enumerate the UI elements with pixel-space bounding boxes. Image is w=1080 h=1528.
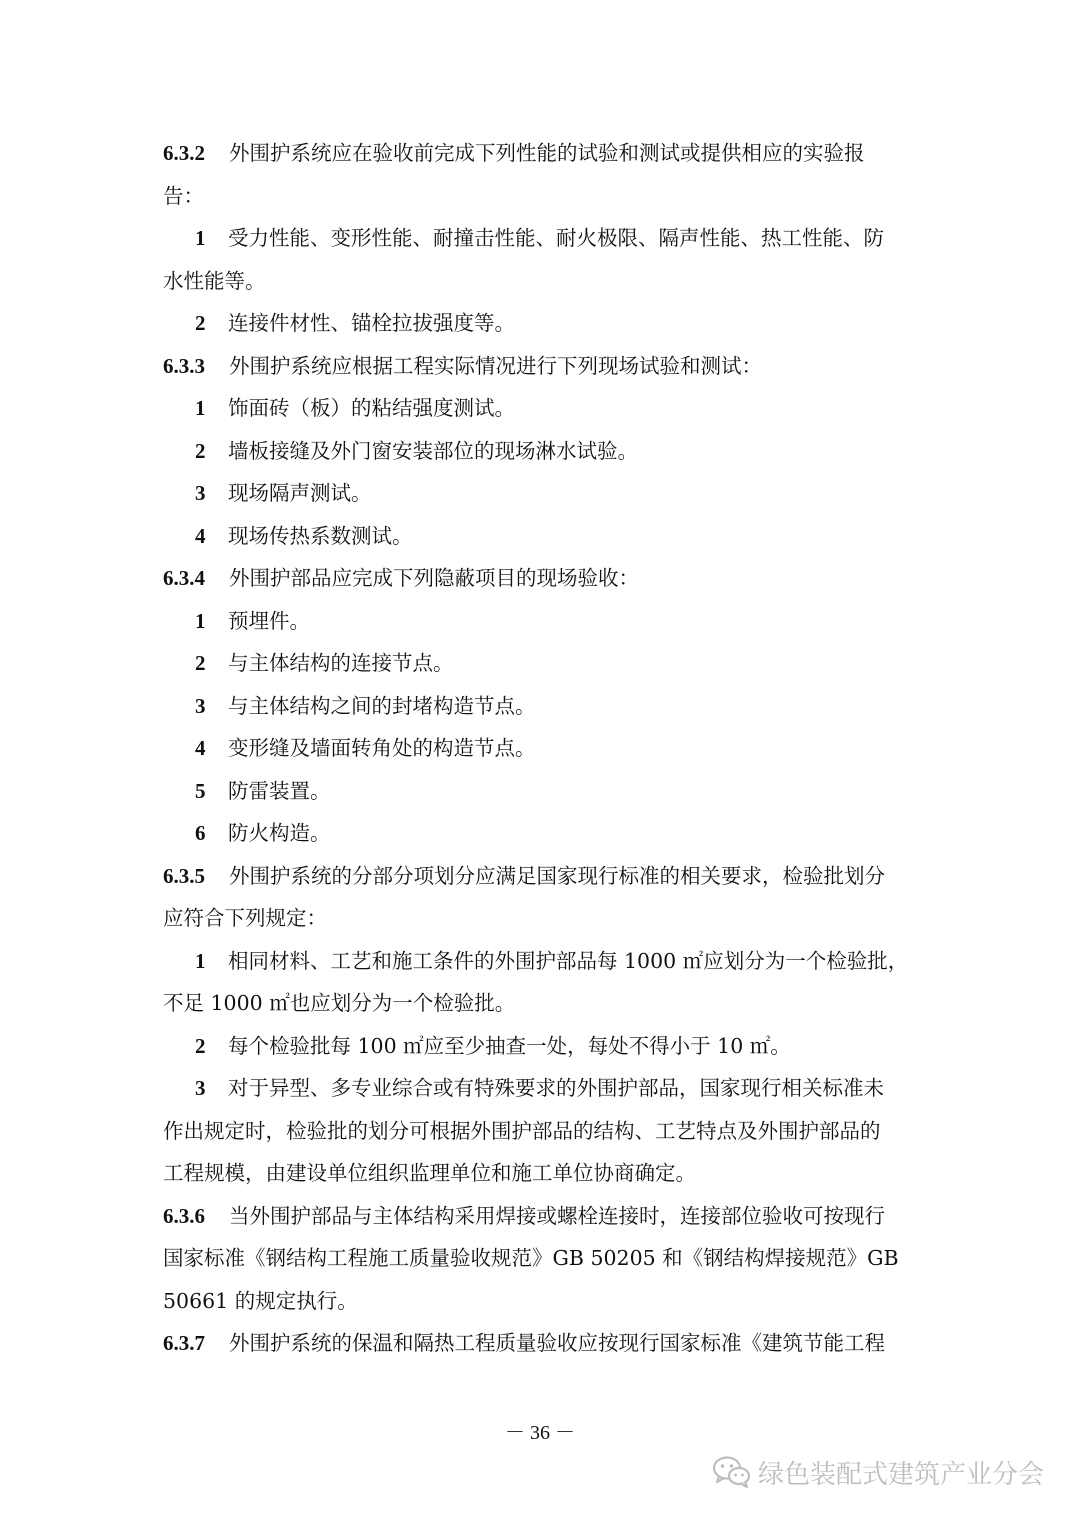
list-item bbox=[195, 770, 955, 812]
watermark-text: 绿色装配式建筑产业分会 bbox=[758, 1459, 1045, 1490]
line-text: 变形缝及墙面转角处的构造节点。 bbox=[228, 736, 536, 760]
line-text: 当外围护部品与主体结构采用焊接或螺栓连接时，连接部位验收可按现行 bbox=[229, 1203, 885, 1228]
item-number: 2 bbox=[195, 651, 206, 675]
list-item bbox=[195, 387, 955, 429]
line-text: 现场隔声测试。 bbox=[228, 481, 372, 505]
text-line bbox=[163, 897, 923, 939]
list-item bbox=[195, 217, 955, 259]
line-text: 墙板接缝及外门窗安装部位的现场淋水试验。 bbox=[228, 438, 638, 463]
item-number: 1 bbox=[195, 396, 206, 420]
clause-number: 6.3.6 bbox=[163, 1203, 205, 1228]
list-item bbox=[195, 515, 955, 557]
line-text: 不足 1000 ㎡也应划分为一个检验批。 bbox=[163, 991, 516, 1015]
line-text: 外围护系统的分部分项划分应满足国家现行标准的相关要求，检验批划分 bbox=[229, 863, 885, 888]
list-item bbox=[195, 302, 955, 344]
line-text: 水性能等。 bbox=[163, 268, 266, 293]
line-text: 外围护系统应根据工程实际情况进行下列现场试验和测试： bbox=[229, 353, 762, 378]
item-number: 1 bbox=[195, 948, 206, 973]
list-item bbox=[195, 472, 955, 514]
line-text: 外围护部品应完成下列隐蔽项目的现场验收： bbox=[229, 566, 639, 590]
line-text: 预埋件。 bbox=[228, 608, 310, 633]
line-text: 50661 的规定执行。 bbox=[163, 1288, 358, 1313]
clause-line bbox=[163, 1322, 923, 1364]
text-line bbox=[163, 1152, 923, 1194]
clause-line bbox=[163, 855, 923, 897]
list-item bbox=[195, 1025, 955, 1067]
line-text: 对于异型、多专业综合或有特殊要求的外围护部品，国家现行相关标准未 bbox=[228, 1076, 884, 1100]
list-item bbox=[195, 642, 955, 684]
text-line bbox=[163, 982, 923, 1024]
item-number: 4 bbox=[195, 523, 206, 548]
item-number: 2 bbox=[195, 438, 206, 463]
item-number: 3 bbox=[195, 481, 206, 505]
page-number: － 36 － bbox=[505, 1422, 575, 1444]
clause-line bbox=[163, 345, 923, 387]
line-text: 现场传热系数测试。 bbox=[228, 523, 413, 548]
list-item bbox=[195, 685, 955, 727]
text-line bbox=[163, 1280, 923, 1322]
text-line bbox=[163, 1237, 923, 1279]
list-item bbox=[195, 600, 955, 642]
line-text: 防雷装置。 bbox=[228, 778, 331, 803]
item-number: 2 bbox=[195, 1033, 206, 1058]
line-text: 与主体结构之间的封堵构造节点。 bbox=[228, 693, 536, 718]
text-line bbox=[163, 260, 923, 302]
line-text: 国家标准《钢结构工程施工质量验收规范》GB 50205 和《钢结构焊接规范》GB bbox=[163, 1246, 899, 1270]
line-text: 防火构造。 bbox=[228, 821, 331, 845]
clause-number: 6.3.2 bbox=[163, 141, 205, 165]
list-item bbox=[195, 812, 955, 854]
clause-line bbox=[163, 132, 923, 174]
line-text: 工程规模，由建设单位组织监理单位和施工单位协商确定。 bbox=[163, 1161, 696, 1185]
clause-number: 6.3.3 bbox=[163, 353, 205, 378]
clause-line bbox=[163, 1195, 923, 1237]
list-item bbox=[195, 1067, 955, 1109]
watermark bbox=[712, 1452, 1044, 1492]
line-text: 受力性能、变形性能、耐撞击性能、耐火极限、隔声性能、热工性能、防 bbox=[228, 226, 884, 250]
text-line bbox=[163, 175, 923, 217]
line-text: 应符合下列规定： bbox=[163, 906, 327, 930]
line-text: 连接件材性、锚栓拉拔强度等。 bbox=[228, 311, 515, 335]
list-item bbox=[195, 727, 955, 769]
list-item bbox=[195, 940, 955, 982]
line-text: 相同材料、工艺和施工条件的外围护部品每 1000 ㎡应划分为一个检验批， bbox=[228, 948, 909, 973]
item-number: 1 bbox=[195, 608, 206, 633]
wechat-icon bbox=[712, 1455, 752, 1489]
line-text: 饰面砖（板）的粘结强度测试。 bbox=[228, 396, 515, 420]
item-number: 1 bbox=[195, 226, 206, 250]
item-number: 4 bbox=[195, 736, 206, 760]
line-text: 告： bbox=[163, 183, 204, 208]
line-text: 与主体结构的连接节点。 bbox=[228, 651, 454, 675]
clause-number: 6.3.4 bbox=[163, 566, 205, 590]
clause-line bbox=[163, 557, 923, 599]
item-number: 3 bbox=[195, 693, 206, 718]
item-number: 6 bbox=[195, 821, 206, 845]
line-text: 每个检验批每 100 ㎡应至少抽查一处，每处不得小于 10 ㎡。 bbox=[228, 1033, 791, 1058]
line-text: 外围护系统的保温和隔热工程质量验收应按现行国家标准《建筑节能工程 bbox=[229, 1331, 885, 1355]
line-text: 作出规定时，检验批的划分可根据外围护部品的结构、工艺特点及外围护部品的 bbox=[163, 1118, 881, 1143]
item-number: 5 bbox=[195, 778, 206, 803]
item-number: 3 bbox=[195, 1076, 206, 1100]
clause-number: 6.3.7 bbox=[163, 1331, 205, 1355]
line-text: 外围护系统应在验收前完成下列性能的试验和测试或提供相应的实验报 bbox=[229, 141, 865, 165]
list-item bbox=[195, 430, 955, 472]
item-number: 2 bbox=[195, 311, 206, 335]
text-line bbox=[163, 1110, 923, 1152]
clause-number: 6.3.5 bbox=[163, 863, 205, 888]
